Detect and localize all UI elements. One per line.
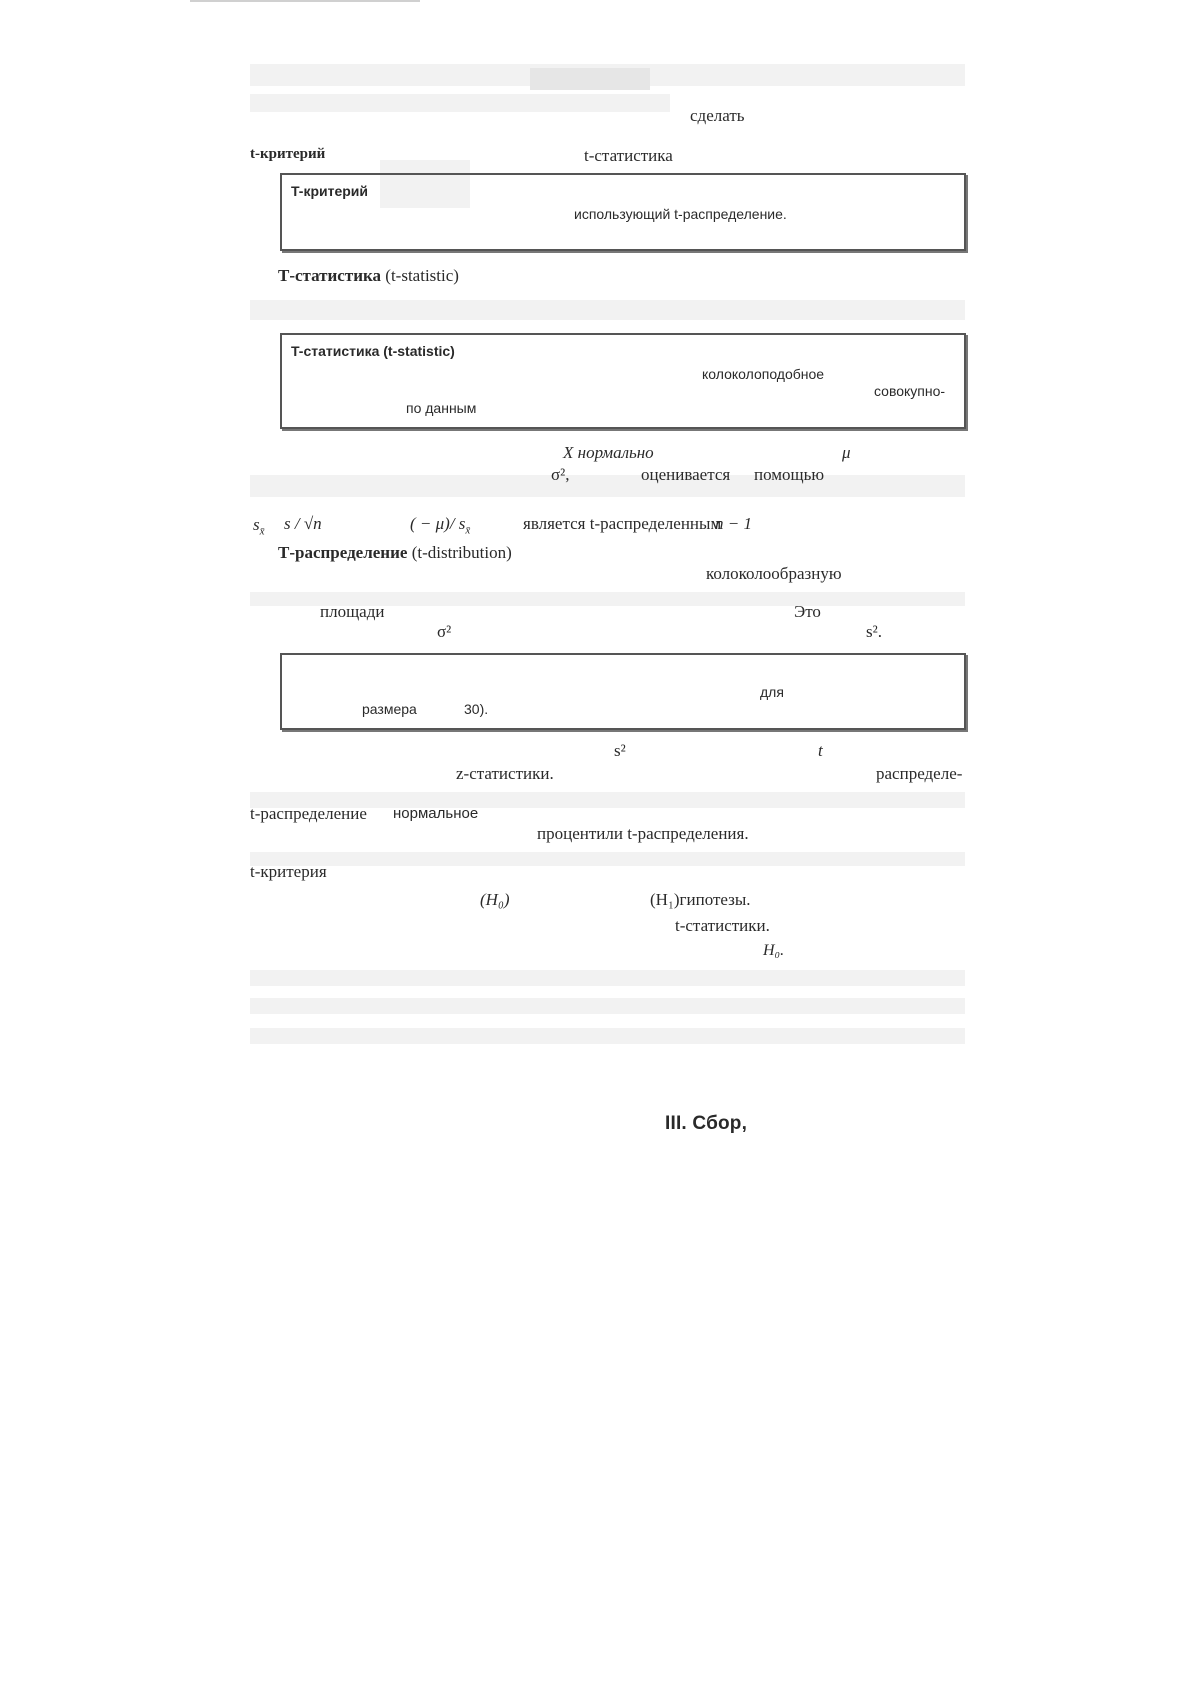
ghost-header-mark (530, 68, 650, 90)
box-word: по данным (406, 400, 477, 416)
ratio-sub: x̄ (465, 524, 471, 537)
text-normal: нормальное (393, 805, 479, 822)
definition-box-sample-size (280, 653, 966, 730)
text-estimated: оценивается (641, 465, 731, 484)
ratio-text: ( − μ)/ s (410, 514, 466, 533)
box-title: T-статистика (t-statistic) (291, 343, 455, 359)
para-t-distribution (278, 543, 512, 563)
definition-box-t-statistic (280, 333, 966, 429)
text-df: n − 1 (715, 514, 752, 533)
term-english: (t-distribution) (411, 543, 512, 562)
text-t-statistics: t-статистики. (675, 916, 770, 935)
ghost-line (250, 970, 965, 986)
text-bell: колоколообразную (706, 564, 842, 583)
text-x-normal: X нормально (563, 443, 654, 462)
formula-s-over-sqrt-n: s / √n (284, 514, 322, 533)
text-this: Это (794, 602, 821, 621)
text-percentiles: процентили t-распределения. (537, 824, 749, 843)
term-t-test: t-критерий (250, 146, 326, 162)
ghost-line (250, 998, 965, 1014)
box-word: совокупно- (874, 383, 946, 399)
text-with-help: помощью (754, 465, 825, 484)
symbol-h0: (H₀) (480, 890, 510, 909)
text-t-criterion: t-критерия (250, 862, 327, 881)
text-area: площади (320, 602, 385, 621)
term-bold: Т-статистика (278, 266, 382, 285)
ghost-line (250, 300, 965, 320)
text-z-statistics: z-статистики. (456, 764, 554, 783)
box-word: размера (362, 701, 417, 717)
sx-s: s (253, 515, 260, 534)
text-is-t-distributed: является t-распределенным (523, 514, 722, 533)
definition-box-t-test (280, 173, 966, 251)
term-t-statistic: t-статистика (584, 146, 673, 165)
sx-sub: x̄ (259, 525, 265, 538)
box-word: для (760, 684, 784, 700)
ghost-line (250, 1028, 965, 1044)
term-bold: Т-распределение (278, 543, 408, 562)
box-title: T-критерий (291, 183, 369, 199)
ghost-line (250, 94, 670, 112)
box-word: 30). (464, 701, 489, 717)
symbol-sigma2: σ² (437, 622, 452, 641)
symbol-sx (253, 515, 265, 537)
header-word: сделать (690, 106, 745, 125)
symbol-sigma2: σ², (551, 465, 570, 484)
ghost-line (250, 475, 965, 497)
symbol-h0-end: H₀. (763, 942, 785, 959)
text-h1-hypothesis: (H₁)гипотезы. (650, 890, 751, 909)
para-t-statistic (278, 266, 459, 286)
symbol-s2: s². (866, 622, 882, 641)
section-heading: III. Сбор, (665, 1113, 748, 1134)
term-english: (t-statistic) (385, 266, 459, 285)
scan-edge-line (190, 0, 420, 2)
text-t-distribution: t-распределение (250, 804, 367, 823)
symbol-t: t (818, 741, 823, 760)
ghost-line (250, 852, 965, 866)
symbol-s2: s² (614, 741, 626, 760)
box-text: использующий t-распределение. (574, 206, 787, 222)
symbol-mu: μ (842, 443, 851, 462)
box-word: колоколоподобное (702, 366, 825, 382)
text-distribution-hyphen: распределе- (876, 764, 963, 783)
formula-ratio (410, 514, 470, 536)
